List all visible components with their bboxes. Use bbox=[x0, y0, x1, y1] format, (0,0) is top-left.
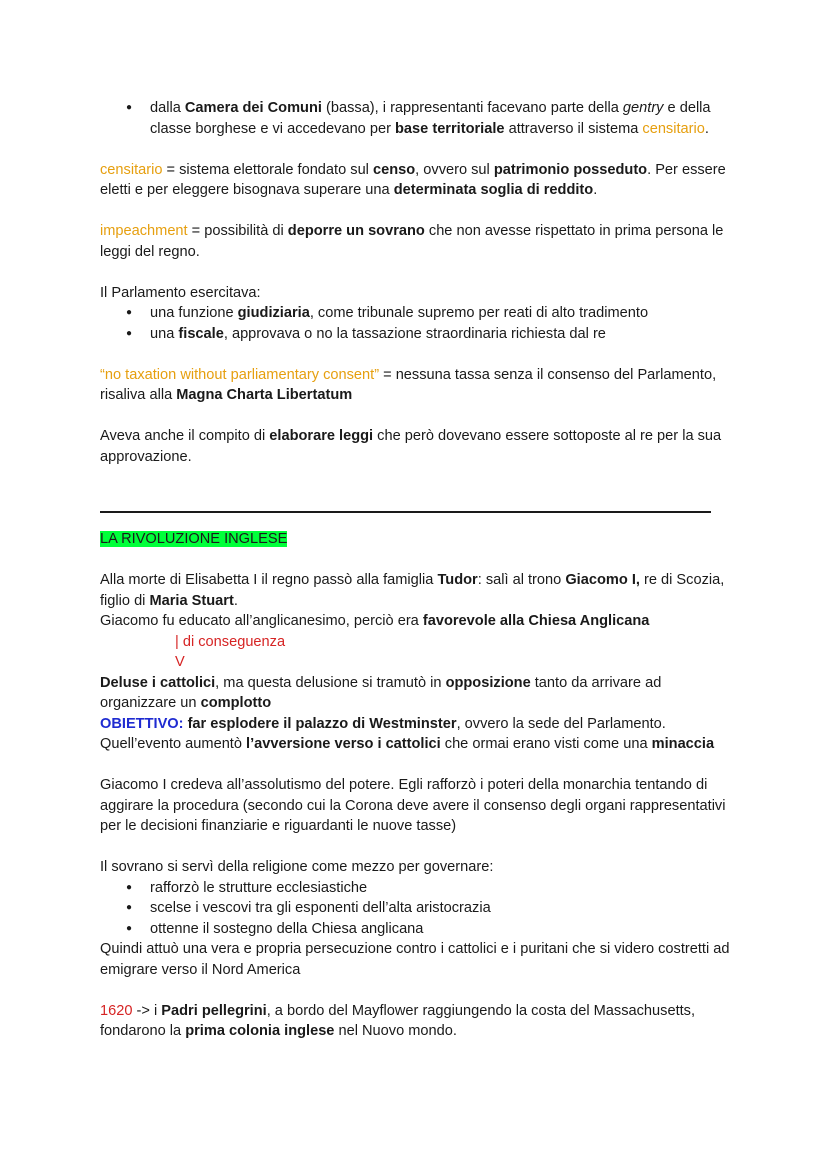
highlight-term: censitario bbox=[642, 120, 705, 137]
padri-paragraph: 1620 -> i Padri pellegrini, a bordo del Mayflower raggiungendo la costa del Massachusetts, fondarono la prima colonia inglese nel Nuovo mondo. bbox=[100, 1002, 696, 1039]
consequence-arrow-label: | di conseguenza bbox=[175, 633, 286, 650]
taxation-definition: “no taxation without parliamentary consent” = nessuna tassa senza il consenso del Parlamento, risaliva alla Magna Charta Libertatum bbox=[100, 366, 717, 403]
list-item: ● dalla Camera dei Comuni (bassa), i rappresentanti facevano parte della gentry e della classe borghese e vi accedevano per base territoriale attraverso il sistema censitario. bbox=[100, 98, 730, 139]
obiettivo-paragraph: OBIETTIVO: far esplodere il palazzo di Westminster, ovvero la sede del Parlamento. bbox=[100, 715, 666, 732]
delusione-paragraph: Deluse i cattolici, ma questa delusione si tramutò in opposizione tanto da arrivare ad organizzare un complotto bbox=[100, 674, 662, 711]
list-item: ● rafforzò le strutture ecclesiastiche bbox=[100, 878, 730, 899]
religione-list bbox=[100, 878, 730, 940]
list-item: ● una funzione giudiziaria, come tribunale supremo per reati di alto tradimento bbox=[100, 303, 730, 324]
avversione-paragraph: Quell’evento aumentò l’avversione verso i cattolici che ormai erano visti come una minaccia bbox=[100, 736, 715, 752]
parlamento-intro: Il Parlamento esercitava: bbox=[100, 284, 261, 301]
censitario-definition: censitario = sistema elettorale fondato sul censo, ovvero sul patrimonio posseduto. Per essere eletti e per eleggere bisognava superare una determinata soglia di reddito. bbox=[100, 161, 726, 198]
leggi-paragraph: Aveva anche il compito di elaborare leggi che però dovevano essere sottoposte al re per la sua approvazione. bbox=[100, 428, 722, 465]
giacomo-paragraph: Alla morte di Elisabetta I il regno passò alla famiglia Tudor: salì al trono Giacomo I, re di Scozia, figlio di Maria Stuart. bbox=[100, 572, 725, 609]
horizontal-divider bbox=[100, 511, 711, 513]
assolutismo-paragraph: Giacomo I credeva all’assolutismo del potere. Egli rafforzò i poteri della monarchia tentando di aggirare la procedura (secondo cui la Corona deve avere il consenso degli organi rappresentativi per le decisioni finanziarie e riguardanti le nuove tasse) bbox=[100, 777, 726, 834]
consequence-arrow-icon: V bbox=[175, 654, 185, 670]
list-item: ● una fiscale, approvava o no la tassazione straordinaria richiesta dal re bbox=[100, 324, 730, 345]
list-item: ● ottenne il sostegno della Chiesa anglicana bbox=[100, 919, 730, 940]
parlamento-list bbox=[100, 303, 730, 344]
impeachment-definition: impeachment = possibilità di deporre un sovrano che non avesse rispettato in prima persona le leggi del regno. bbox=[100, 223, 724, 260]
section-heading: LA RIVOLUZIONE INGLESE bbox=[100, 531, 288, 547]
giacomo-anglicanesimo: Giacomo fu educato all’anglicanesimo, perciò era favorevole alla Chiesa Anglicana bbox=[100, 613, 650, 629]
document-body bbox=[100, 98, 730, 1042]
list-item: ● scelse i vescovi tra gli esponenti dell’alta aristocrazia bbox=[100, 898, 730, 919]
camera-list bbox=[100, 98, 730, 139]
religione-intro: Il sovrano si servì della religione come mezzo per governare: bbox=[100, 859, 494, 875]
religione-outro: Quindi attuò una vera e propria persecuzione contro i cattolici e i puritani che si videro costretti ad emigrare verso il Nord America bbox=[100, 941, 730, 978]
